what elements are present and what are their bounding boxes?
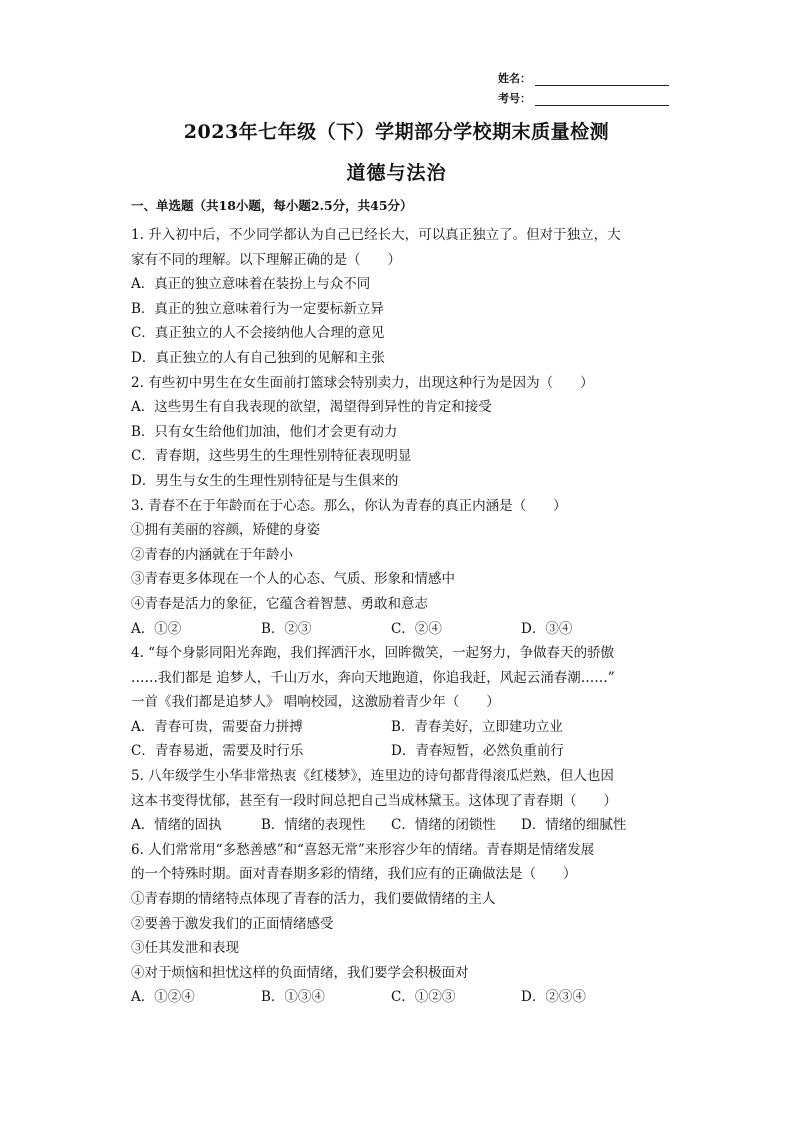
name-blank[interactable] bbox=[535, 72, 669, 86]
answer-option: C．青春期，这些男生的生理性别特征表现明显 bbox=[131, 448, 412, 465]
answer-options bbox=[131, 739, 651, 764]
answer-option: B．真正的独立意味着行为一定要标新立异 bbox=[131, 300, 384, 317]
answer-option: A．①② bbox=[131, 620, 182, 637]
answer-options bbox=[131, 985, 651, 1010]
answer-option: D．情绪的细腻性 bbox=[521, 817, 627, 834]
question-stem: 4. “每个身影同阳光奔跑，我们挥洒汗水，回眸微笑，一起努力，争做春天的骄傲 bbox=[131, 645, 615, 662]
statement-item: ②青春的内涵就在于年龄小 bbox=[131, 546, 293, 563]
answer-option: A．①②④ bbox=[131, 989, 195, 1006]
statement-item: ④青春是活力的象征，它蕴含着智慧、勇敢和意志 bbox=[131, 595, 428, 612]
answer-option: C．情绪的闭锁性 bbox=[391, 817, 496, 834]
answer-option: D．②③④ bbox=[521, 989, 586, 1006]
answer-options bbox=[131, 813, 651, 838]
question-stem: 家有不同的理解。以下理解正确的是（ ） bbox=[131, 251, 401, 268]
answer-options bbox=[131, 715, 651, 740]
question-stem: 一首《我们都是追梦人》 唱响校园，这激励着青少年（ ） bbox=[131, 694, 500, 711]
answer-option: A．这些男生有自我表现的欲望，渴望得到异性的肯定和接受 bbox=[131, 399, 492, 416]
answer-option: B．青春美好，立即建功立业 bbox=[391, 718, 563, 735]
answer-options bbox=[131, 617, 651, 642]
question-6 bbox=[131, 838, 651, 1010]
subject-title: 道德与法治 bbox=[346, 162, 447, 184]
question-5 bbox=[131, 764, 651, 838]
answer-option: A．情绪的固执 bbox=[131, 817, 222, 834]
answer-option: A．真正的独立意味着在装扮上与众不同 bbox=[131, 276, 371, 293]
question-stem: 的一个特殊时期。面对青春期多彩的情绪，我们应有的正确做法是（ ） bbox=[131, 866, 577, 883]
question-stem: 5. 八年级学生小华非常热衷《红楼梦》，连里边的诗句都背得滚瓜烂熟，但人也因 bbox=[131, 768, 614, 785]
answer-option: A．青春可贵，需要奋力拼搏 bbox=[131, 718, 303, 735]
exam-number-label: 考号： bbox=[498, 92, 531, 105]
name-row bbox=[498, 66, 688, 86]
question-stem: ……我们都是 追梦人，千山万水，奔向天地跑道，你追我赶，风起云涌春潮……” bbox=[131, 669, 615, 686]
answer-option: D．真正独立的人有自己独到的见解和主张 bbox=[131, 349, 385, 366]
answer-option: C．真正独立的人不会接纳他人合理的意见 bbox=[131, 325, 385, 342]
answer-option: B．②③ bbox=[261, 620, 312, 637]
answer-option: B．①③④ bbox=[261, 989, 325, 1006]
answer-option: C．①②③ bbox=[391, 989, 456, 1006]
answer-option: D．③④ bbox=[521, 620, 573, 637]
statement-item: ③任其发泄和表现 bbox=[131, 940, 239, 957]
question-content bbox=[131, 194, 651, 1010]
question-3 bbox=[131, 494, 651, 642]
statement-item: ③青春更多体现在一个人的心态、气质、形象和情感中 bbox=[131, 571, 455, 588]
answer-option: D．青春短暂，必然负重前行 bbox=[391, 743, 564, 760]
exam-number-blank[interactable] bbox=[535, 92, 669, 106]
student-info bbox=[498, 66, 688, 106]
name-label: 姓名： bbox=[498, 72, 531, 85]
question-4 bbox=[131, 641, 651, 764]
question-2 bbox=[131, 371, 651, 494]
question-stem: 3. 青春不在于年龄而在于心态。那么，你认为青春的真正内涵是（ ） bbox=[131, 497, 567, 514]
answer-option: C．②④ bbox=[391, 620, 442, 637]
question-stem: 1. 升入初中后，不少同学都认为自己已经长大，可以真正独立了。但对于独立，大 bbox=[131, 227, 621, 243]
question-stem: 这本书变得忧郁，甚至有一段时间总把自己当成林黛玉。这体现了青春期（ ） bbox=[131, 792, 617, 809]
exam-number-row bbox=[498, 86, 688, 106]
question-stem: 6. 人们常常用“多愁善感”和“喜怒无常”来形容少年的情绪。青春期是情绪发展 bbox=[131, 841, 595, 858]
section-heading: 一、单选题（共18小题，每小题2.5分，共45分） bbox=[131, 198, 413, 213]
question-stem: 2. 有些初中男生在女生面前打篮球会特别卖力，出现这种行为是因为（ ） bbox=[131, 374, 594, 391]
answer-option: C．青春易逝，需要及时行乐 bbox=[131, 743, 304, 760]
answer-option: B．只有女生给他们加油，他们才会更有动力 bbox=[131, 423, 398, 440]
question-1 bbox=[131, 223, 651, 371]
answer-option: B．情绪的表现性 bbox=[261, 817, 366, 834]
statement-item: ②要善于激发我们的正面情绪感受 bbox=[131, 915, 334, 932]
answer-option: D．男生与女生的生理性别特征是与生俱来的 bbox=[131, 472, 399, 489]
statement-item: ④对于烦恼和担忧这样的负面情绪，我们要学会积极面对 bbox=[131, 964, 469, 981]
statement-item: ①青春期的情绪特点体现了青春的活力，我们要做情绪的主人 bbox=[131, 891, 496, 908]
statement-item: ①拥有美丽的容颜，矫健的身姿 bbox=[131, 522, 320, 539]
exam-title: 2023年七年级（下）学期部分学校期末质量检测 bbox=[183, 121, 610, 143]
